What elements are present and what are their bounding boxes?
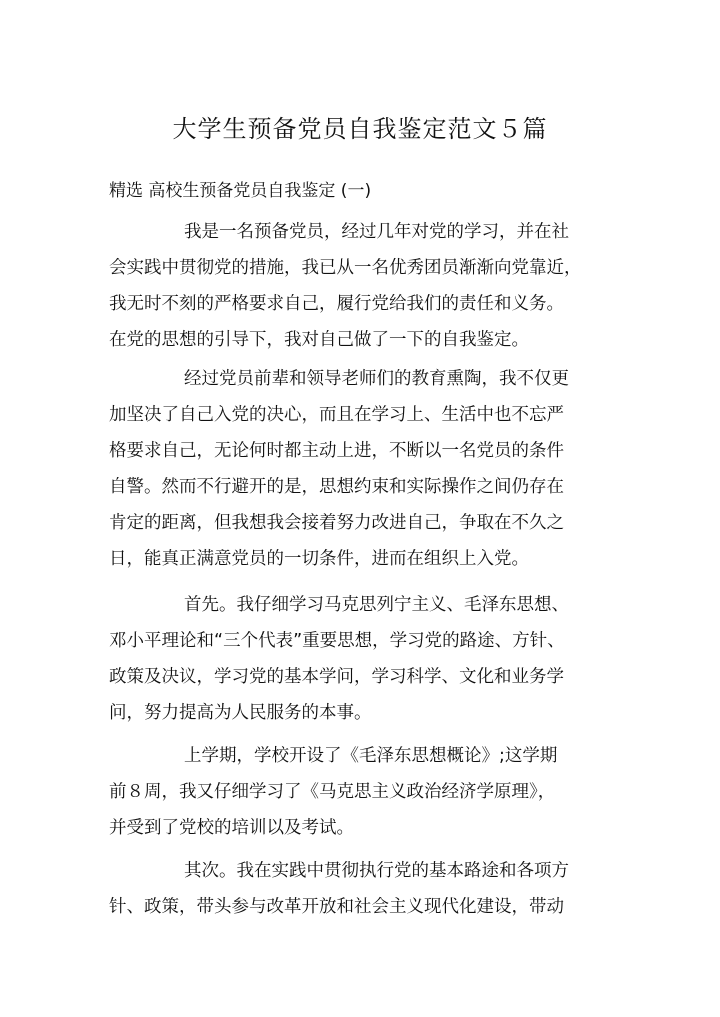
section-heading: 精选 高校生预备党员自我鉴定 (一): [109, 181, 372, 201]
paragraph-line: 针、政策，带头参与改革开放和社会主义现代化建设，带动: [109, 897, 564, 917]
paragraph-line: 前８周，我又仔细学习了《马克思主义政治经济学原理》，: [109, 782, 556, 802]
paragraph-line: 日，能真正满意党员的一切条件，进而在组织上入党。: [109, 549, 529, 569]
paragraph-line: 问，努力提高为人民服务的本事。: [109, 703, 372, 723]
paragraph-line: 其次。我在实践中贯彻执行党的基本路途和各项方: [184, 861, 569, 881]
paragraph-line: 格要求自己，无论何时都主动上进，不断以一名党员的条件: [109, 441, 564, 461]
paragraph-line: 在党的思想的引导下，我对自己做了一下的自我鉴定。: [109, 330, 529, 350]
paragraph-line: 邓小平理论和“三个代表”重要思想，学习党的路途、方针、: [109, 631, 565, 651]
paragraph-line: 经过党员前辈和领导老师们的教育熏陶，我不仅更: [184, 369, 569, 389]
paragraph-line: 政策及决议，学习党的基本学问，学习科学、文化和业务学: [109, 667, 564, 687]
document-title: 大学生预备党员自我鉴定范文５篇: [172, 115, 548, 143]
paragraph-line: 我是一名预备党员，经过几年对党的学习，并在社: [184, 222, 569, 242]
paragraph-line: 我无时不刻的严格要求自己，履行党给我们的责任和义务。: [109, 294, 564, 314]
paragraph-line: 首先。我仔细学习马克思列宁主义、毛泽东思想、: [184, 595, 569, 615]
paragraph-line: 加坚决了自己入党的决心，而且在学习上、生活中也不忘严: [109, 405, 564, 425]
paragraph-line: 会实践中贯彻党的措施，我已从一名优秀团员渐渐向党靠近，: [109, 258, 582, 278]
paragraph-line: 肯定的距离，但我想我会接着努力改进自己，争取在不久之: [109, 513, 564, 533]
paragraph-line: 并受到了党校的培训以及考试。: [109, 818, 354, 838]
paragraph-line: 自警。然而不行避开的是，思想约束和实际操作之间仍存在: [109, 477, 564, 497]
paragraph-line: 上学期，学校开设了《毛泽东思想概论》;这学期: [184, 746, 558, 766]
